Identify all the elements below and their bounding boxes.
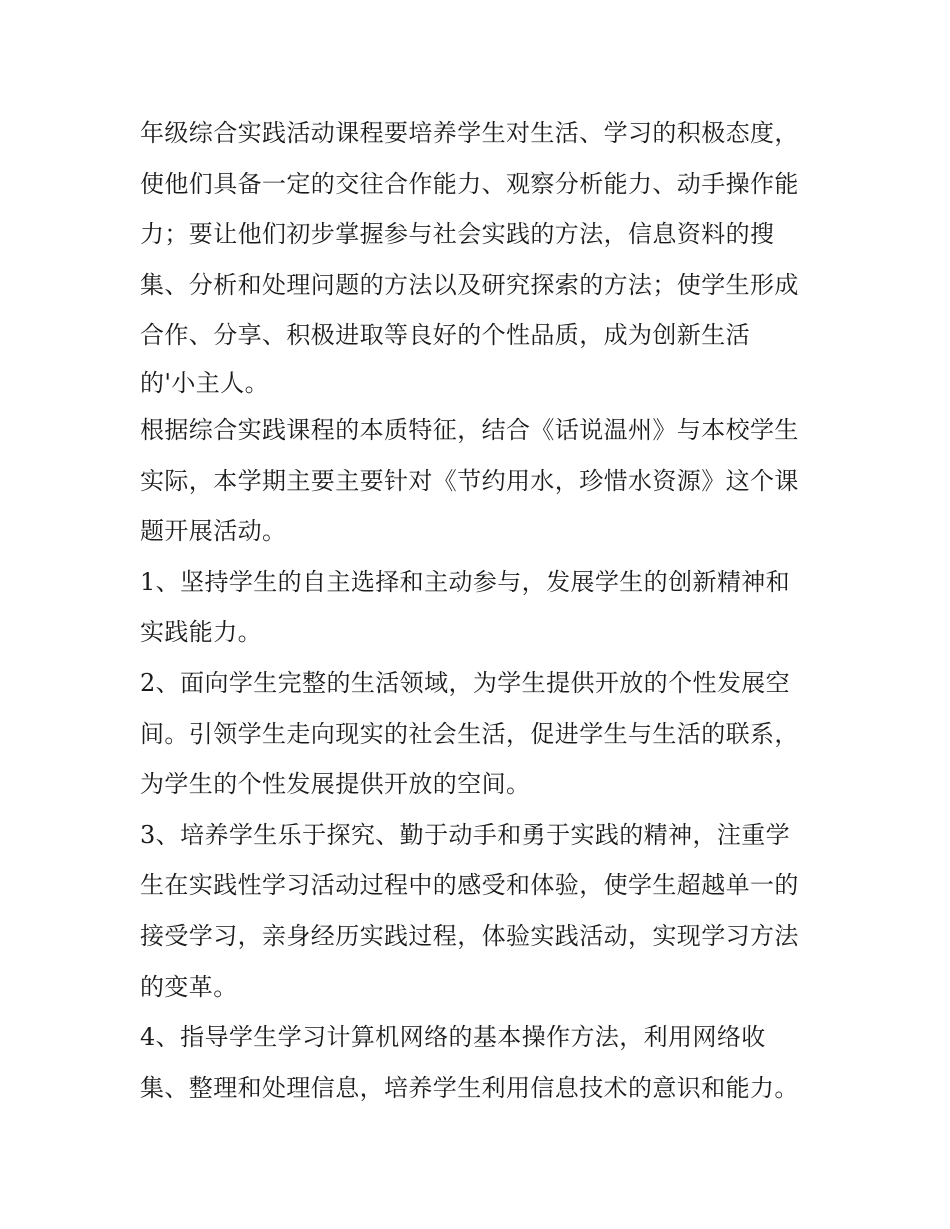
text-line: 生在实践性学习活动过程中的感受和体验，使学生超越单一的 bbox=[140, 871, 799, 900]
text-line: 集、整理和处理信息，培养学生利用信息技术的意识和能力。 bbox=[140, 1073, 799, 1102]
text-line: 实践能力。 bbox=[140, 618, 262, 647]
text-line: 1、坚持学生的自主选择和主动参与，发展学生的创新精神和 bbox=[140, 567, 791, 596]
text-line: 力；要让他们初步掌握参与社会实践的方法，信息资料的搜 bbox=[140, 220, 775, 249]
text-line: 题开展活动。 bbox=[140, 517, 287, 546]
text-line: 的变革。 bbox=[140, 972, 238, 1001]
text-line: 4、指导学生学习计算机网络的基本操作方法，利用网络收 bbox=[140, 1023, 766, 1052]
text-line: 合作、分享、积极进取等良好的个性品质，成为创新生活 bbox=[140, 321, 750, 350]
text-line: 2、面向学生完整的生活领域，为学生提供开放的个性发展空 bbox=[140, 668, 791, 697]
text-line: 接受学习，亲身经历实践过程，体验实践活动，实现学习方法 bbox=[140, 921, 799, 950]
text-line: 实际，本学期主要主要针对《节约用水，珍惜水资源》这个课 bbox=[140, 466, 799, 495]
document-body bbox=[140, 108, 820, 1113]
text-line: 3、培养学生乐于探究、勤于动手和勇于实践的精神，注重学 bbox=[140, 820, 791, 849]
text-line: 根据综合实践课程的本质特征，结合《话说温州》与本校学生 bbox=[140, 415, 799, 444]
text-line: 使他们具备一定的交往合作能力、观察分析能力、动手操作能 bbox=[140, 169, 799, 198]
text-line: 为学生的个性发展提供开放的空间。 bbox=[140, 770, 531, 799]
text-line: 间。引领学生走向现实的社会生活，促进学生与生活的联系， bbox=[140, 719, 799, 748]
text-line: 年级综合实践活动课程要培养学生对生活、学习的积极态度， bbox=[140, 119, 799, 147]
text-line: 的'小主人。 bbox=[140, 368, 269, 397]
text-line: 集、分析和处理问题的方法以及研究探索的方法；使学生形成 bbox=[140, 270, 799, 299]
